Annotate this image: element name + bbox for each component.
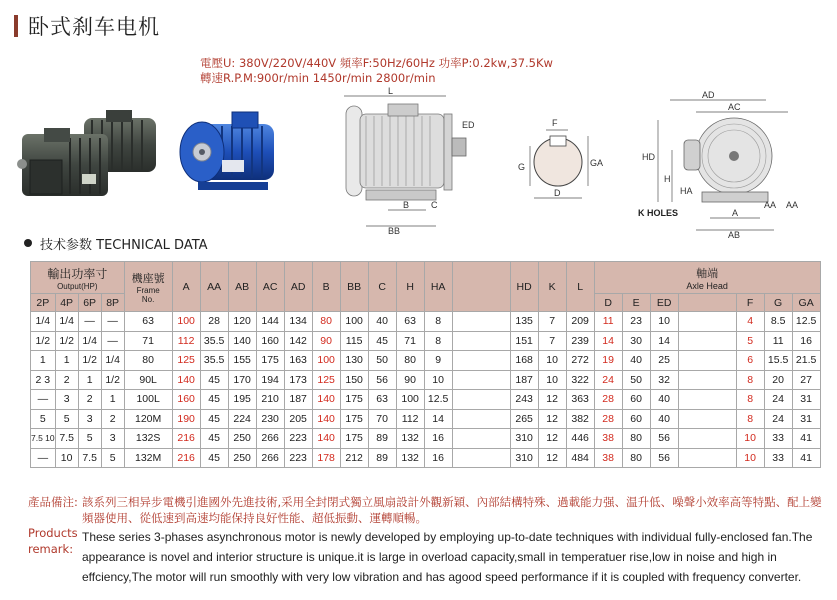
table-cell: 12 (538, 390, 566, 410)
table-cell: 33 (764, 429, 792, 449)
table-cell: 45 (200, 409, 228, 429)
table-cell: 33 (764, 448, 792, 468)
table-cell: 322 (566, 370, 594, 390)
axle-sub-header-cell: E (622, 294, 650, 312)
table-cell: 12 (538, 409, 566, 429)
axle-header-en: Axle Head (686, 280, 728, 291)
title-accent-bar (14, 15, 18, 37)
front-view-drawing (636, 90, 822, 240)
table-cell: 7 (538, 312, 566, 332)
table-cell: 178 (312, 448, 340, 468)
table-cell: 112 (396, 409, 424, 429)
table-cell: 1 (78, 370, 101, 390)
output-power-header-cn: 輸出功率寸 (47, 266, 108, 281)
dim-C-label: C (431, 200, 438, 210)
dim-header-cell: K (538, 262, 566, 312)
dim-header-cell: B (312, 262, 340, 312)
table-cell: 10 (424, 370, 452, 390)
table-cell: 45 (200, 448, 228, 468)
table-cell: 132 (396, 429, 424, 449)
table-cell: 382 (566, 409, 594, 429)
table-cell: 1/4 (101, 351, 124, 371)
table-cell: 310 (510, 448, 538, 468)
dim-G-label: G (518, 162, 526, 172)
dim-AC-label: AC (728, 102, 741, 112)
table-cell: 5 (78, 429, 101, 449)
table-cell: 15.5 (764, 351, 792, 371)
table-cell: 14 (594, 331, 622, 351)
table-cell: 31 (792, 390, 820, 410)
table-cell: 194 (256, 370, 284, 390)
table-cell: 173 (284, 370, 312, 390)
table-cell: 5 (101, 448, 124, 468)
table-cell: 151 (510, 331, 538, 351)
dim-header-cell: HD (510, 262, 538, 312)
table-cell: 140 (172, 370, 200, 390)
remark-en-label: Products remark: (28, 526, 78, 556)
table-cell (678, 429, 736, 449)
table-cell: 16 (424, 429, 452, 449)
table-cell: — (101, 331, 124, 351)
page-title: 卧式刹车电机 (28, 15, 160, 39)
table-cell: 10 (538, 370, 566, 390)
table-cell: 50 (368, 351, 396, 371)
table-cell: 14 (424, 409, 452, 429)
dim-header-cell: A (172, 262, 200, 312)
table-cell: 3 (55, 390, 78, 410)
axle-sub-header-cell (678, 294, 736, 312)
table-cell: 132M (124, 448, 172, 468)
table-cell (452, 370, 510, 390)
dim-header-cell: AA (200, 262, 228, 312)
table-cell: 265 (510, 409, 538, 429)
table-cell: 1/2 (78, 351, 101, 371)
table-cell: 7.5 (55, 429, 78, 449)
table-cell: 8 (424, 331, 452, 351)
table-cell: 12.5 (792, 312, 820, 332)
shaft-section-drawing (512, 116, 604, 210)
table-cell: 140 (228, 331, 256, 351)
table-cell: 266 (256, 429, 284, 449)
table-cell: 243 (510, 390, 538, 410)
table-cell: 155 (228, 351, 256, 371)
table-cell (452, 390, 510, 410)
table-cell: 250 (228, 429, 256, 449)
axle-head-header (594, 262, 820, 294)
table-cell: 35.5 (200, 351, 228, 371)
pole-header-cell: 8P (101, 294, 124, 312)
table-cell: 10 (650, 312, 678, 332)
table-cell: 16 (792, 331, 820, 351)
table-cell: 170 (228, 370, 256, 390)
table-cell: 9 (424, 351, 452, 371)
table-cell: 63 (124, 312, 172, 332)
dim-HD-label: HD (642, 152, 655, 162)
table-cell: 4 (736, 312, 764, 332)
table-cell: 1/4 (55, 312, 78, 332)
table-cell: 41 (792, 429, 820, 449)
table-cell: 1 (31, 351, 56, 371)
table-cell: 484 (566, 448, 594, 468)
table-cell: 10 (736, 448, 764, 468)
table-cell: 5 (31, 409, 56, 429)
table-cell: 3 (78, 409, 101, 429)
axle-sub-header-cell: G (764, 294, 792, 312)
axle-header-cn: 軸端 (696, 267, 719, 280)
frame-header-en1: Frame (136, 285, 160, 295)
table-cell: 112 (172, 331, 200, 351)
table-cell: 7 (538, 331, 566, 351)
table-cell: 32 (650, 370, 678, 390)
table-cell (678, 351, 736, 371)
table-cell: 187 (284, 390, 312, 410)
blue-motor-image (172, 110, 280, 198)
table-cell: 1/2 (31, 331, 56, 351)
table-cell: 115 (340, 331, 368, 351)
table-row (31, 429, 821, 449)
table-cell: 80 (312, 312, 340, 332)
table-cell: — (78, 312, 101, 332)
pole-header-cell: 6P (78, 294, 101, 312)
table-cell: 80 (622, 448, 650, 468)
dim-GA-label: GA (590, 158, 604, 168)
table-row (31, 409, 821, 429)
table-cell: 132 (396, 448, 424, 468)
table-cell: 8 (736, 370, 764, 390)
table-cell: 56 (650, 448, 678, 468)
table-cell: 20 (764, 370, 792, 390)
table-cell: 25 (650, 351, 678, 371)
table-cell: 28 (594, 409, 622, 429)
table-cell: 160 (256, 331, 284, 351)
table-cell: 239 (566, 331, 594, 351)
table-cell: 2 (55, 370, 78, 390)
table-cell: 150 (340, 370, 368, 390)
table-cell: 195 (228, 390, 256, 410)
dim-AD-label: AD (702, 90, 715, 100)
table-cell: 2 (78, 390, 101, 410)
table-cell: 216 (172, 448, 200, 468)
table-cell: — (101, 312, 124, 332)
table-cell: 187 (510, 370, 538, 390)
table-cell: 140 (312, 429, 340, 449)
table-cell: 11 (594, 312, 622, 332)
table-cell: 40 (650, 390, 678, 410)
table-cell: 209 (566, 312, 594, 332)
section-heading (24, 234, 208, 252)
table-cell: 1/4 (31, 312, 56, 332)
table-cell: — (31, 448, 56, 468)
table-cell (678, 409, 736, 429)
table-cell (452, 312, 510, 332)
frame-header-en2: No. (141, 294, 155, 304)
dim-header-cell: C (368, 262, 396, 312)
table-cell: 80 (124, 351, 172, 371)
table-cell: 125 (172, 351, 200, 371)
table-cell (678, 448, 736, 468)
table-cell: 120 (228, 312, 256, 332)
table-cell (678, 390, 736, 410)
remark-en-text: These series 3-phases asynchronous motor is newly developed by employing up-to-date techniques with individual fully-enclosed fan.The appearance is novel and interior structure is unique.it is large in overload capacity,small in temperatuer rise,low in noise and high in effciency,The motor will run smoothly with very low vibration and has agood speed performance if it is coupled with frequency converter. (82, 530, 813, 584)
spec-line-speed: 轉速R.P.M:900r/min 1450r/min 2800r/min (200, 71, 436, 85)
table-cell: 1 (101, 390, 124, 410)
dim-header-cell: BB (340, 262, 368, 312)
table-cell: 45 (200, 370, 228, 390)
dim-header-cell: AB (228, 262, 256, 312)
table-cell: 266 (256, 448, 284, 468)
dim-ED-label: ED (462, 120, 475, 130)
table-cell: 63 (368, 390, 396, 410)
side-view-drawing (336, 86, 478, 238)
table-cell: 19 (594, 351, 622, 371)
table-cell: — (31, 390, 56, 410)
technical-data-table (30, 261, 821, 468)
table-cell: 7.5 10 (31, 429, 56, 449)
axle-sub-header-cell: ED (650, 294, 678, 312)
table-cell: 41 (792, 448, 820, 468)
table-cell: 23 (622, 312, 650, 332)
table-cell: 100 (340, 312, 368, 332)
table-cell: 38 (594, 448, 622, 468)
table-cell: 205 (284, 409, 312, 429)
table-cell: 2 (101, 409, 124, 429)
table-cell: 140 (312, 390, 340, 410)
table-cell: 210 (256, 390, 284, 410)
axle-sub-header-cell: D (594, 294, 622, 312)
table-cell: 80 (622, 429, 650, 449)
table-cell: 21.5 (792, 351, 820, 371)
table-cell: 45 (200, 429, 228, 449)
dim-BB-label: BB (388, 226, 401, 236)
table-cell (678, 370, 736, 390)
table-cell: 27 (792, 370, 820, 390)
table-cell: 1/2 (101, 370, 124, 390)
table-cell: 3 (101, 429, 124, 449)
table-header-row-1 (31, 262, 821, 294)
table-cell: 90L (124, 370, 172, 390)
table-row (31, 351, 821, 371)
dim-header-cell: AC (256, 262, 284, 312)
table-row (31, 331, 821, 351)
table-cell: 1 (55, 351, 78, 371)
dim-header-cell (452, 262, 510, 312)
table-cell: 6 (736, 351, 764, 371)
table-cell: 12.5 (424, 390, 452, 410)
table-cell: 30 (622, 331, 650, 351)
dim-AB-label: AB (728, 230, 741, 240)
table-cell: 40 (622, 351, 650, 371)
table-cell: 89 (368, 448, 396, 468)
table-cell: 70 (368, 409, 396, 429)
table-cell: 120M (124, 409, 172, 429)
table-cell: 8 (736, 409, 764, 429)
table-cell (678, 312, 736, 332)
table-cell: 60 (622, 409, 650, 429)
table-cell: 60 (622, 390, 650, 410)
pole-header-cell: 2P (31, 294, 56, 312)
table-cell: 38 (594, 429, 622, 449)
dim-H-label: H (664, 174, 671, 184)
table-cell: 142 (284, 331, 312, 351)
frame-header-cn: 機座號 (131, 272, 165, 285)
dim-AA-label-2: AA (786, 200, 799, 210)
table-cell: 8.5 (764, 312, 792, 332)
table-cell (452, 448, 510, 468)
table-cell: 140 (312, 409, 340, 429)
table-cell: 1/4 (78, 331, 101, 351)
table-row (31, 370, 821, 390)
table-cell: 14 (650, 331, 678, 351)
dim-D-label: D (554, 188, 561, 198)
remark-cn-text: 該系列三相异步電機引進國外先進技術,采用全封閉式獨立風扇設計外觀新穎、內部結構特殊、過載能力强、温升低、噪聲小效率高等特點、配上變頻器使用、從低速到高速均能保持良好性能、超低振動、運轉順暢。 (82, 495, 822, 525)
dim-A-label: A (732, 208, 739, 218)
table-cell: 175 (340, 409, 368, 429)
dim-header-cell: L (566, 262, 594, 312)
table-cell: 100 (172, 312, 200, 332)
grey-brake-motor-image (14, 108, 164, 206)
table-cell: 40 (650, 409, 678, 429)
table-cell: 135 (510, 312, 538, 332)
table-cell: 8 (736, 390, 764, 410)
table-cell: 10 (55, 448, 78, 468)
spec-summary (200, 56, 553, 86)
page-title-bar (14, 12, 160, 40)
table-cell: 24 (594, 370, 622, 390)
table-cell: 223 (284, 429, 312, 449)
table-cell: 310 (510, 429, 538, 449)
table-cell: 175 (256, 351, 284, 371)
table-cell: 100 (312, 351, 340, 371)
pole-header-cell: 4P (55, 294, 78, 312)
dim-header-cell: H (396, 262, 424, 312)
table-cell: 212 (340, 448, 368, 468)
table-cell: 80 (396, 351, 424, 371)
table-cell: 2 3 (31, 370, 56, 390)
frame-no-header (124, 262, 172, 312)
table-cell: 224 (228, 409, 256, 429)
table-row (31, 448, 821, 468)
table-cell: 10 (538, 351, 566, 371)
table-cell: 446 (566, 429, 594, 449)
table-cell: 89 (368, 429, 396, 449)
table-cell: 16 (424, 448, 452, 468)
table-row (31, 312, 821, 332)
dim-AA-label-1: AA (764, 200, 777, 210)
table-cell (452, 429, 510, 449)
table-cell: 168 (510, 351, 538, 371)
table-cell (452, 409, 510, 429)
table-cell: 216 (172, 429, 200, 449)
dim-HA-label: HA (680, 186, 693, 196)
table-cell: 363 (566, 390, 594, 410)
dim-B-label: B (403, 200, 410, 210)
table-cell (452, 351, 510, 371)
table-cell: 10 (736, 429, 764, 449)
spec-line-electrical: 電壓U: 380V/220V/440V 頻率F:50Hz/60Hz 功率P:0.2kw,37.5Kw (200, 56, 553, 70)
table-cell: 190 (172, 409, 200, 429)
table-cell: 223 (284, 448, 312, 468)
table-cell: 90 (312, 331, 340, 351)
section-title: 技术参数 TECHNICAL DATA (40, 237, 208, 253)
table-cell: 175 (340, 429, 368, 449)
table-cell: 160 (172, 390, 200, 410)
table-cell: 11 (764, 331, 792, 351)
table-cell: 100 (396, 390, 424, 410)
table-cell: 45 (200, 390, 228, 410)
table-cell (452, 331, 510, 351)
k-holes-label: K HOLES (638, 208, 679, 218)
table-cell: 71 (396, 331, 424, 351)
table-cell: 56 (650, 429, 678, 449)
dim-header-cell: HA (424, 262, 452, 312)
table-cell: 31 (792, 409, 820, 429)
table-cell (678, 331, 736, 351)
output-power-header (31, 262, 125, 294)
table-cell: 56 (368, 370, 396, 390)
remark-cn-label: 產品備注: (28, 495, 78, 509)
table-cell: 7.5 (78, 448, 101, 468)
table-cell: 63 (396, 312, 424, 332)
table-cell: 28 (594, 390, 622, 410)
table-cell: 45 (368, 331, 396, 351)
table-cell: 163 (284, 351, 312, 371)
table-cell: 50 (622, 370, 650, 390)
table-cell: 144 (256, 312, 284, 332)
dim-header-cell: AD (284, 262, 312, 312)
table-cell: 24 (764, 409, 792, 429)
table-cell: 5 (736, 331, 764, 351)
table-cell: 134 (284, 312, 312, 332)
table-cell: 90 (396, 370, 424, 390)
table-cell: 125 (312, 370, 340, 390)
bullet-dot (24, 239, 32, 247)
table-cell: 12 (538, 448, 566, 468)
table-row (31, 390, 821, 410)
output-power-header-en: Output(HP) (57, 281, 98, 291)
table-cell: 250 (228, 448, 256, 468)
table-cell: 1/2 (55, 331, 78, 351)
table-cell: 24 (764, 390, 792, 410)
table-cell: 71 (124, 331, 172, 351)
table-cell: 230 (256, 409, 284, 429)
table-cell: 12 (538, 429, 566, 449)
table-cell: 8 (424, 312, 452, 332)
table-cell: 100L (124, 390, 172, 410)
table-cell: 35.5 (200, 331, 228, 351)
table-cell: 272 (566, 351, 594, 371)
table-cell: 130 (340, 351, 368, 371)
axle-sub-header-cell: GA (792, 294, 820, 312)
table-cell: 40 (368, 312, 396, 332)
dim-L-label: L (388, 86, 394, 96)
axle-sub-header-cell: F (736, 294, 764, 312)
table-cell: 5 (55, 409, 78, 429)
dim-F-label: F (552, 118, 558, 128)
table-cell: 175 (340, 390, 368, 410)
table-cell: 132S (124, 429, 172, 449)
table-cell: 28 (200, 312, 228, 332)
